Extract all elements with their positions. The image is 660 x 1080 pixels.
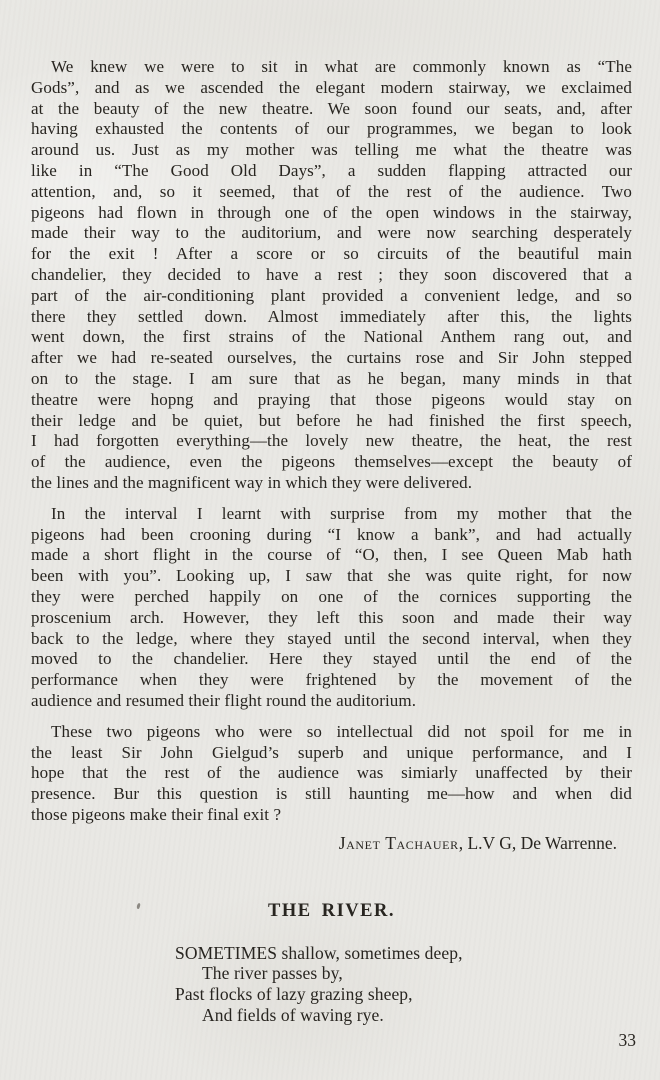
text-line: their ledge and be quiet, but before he had finished the first speech, xyxy=(31,410,632,430)
text-line: We knew we were to sit in what are commonly known as “The xyxy=(51,57,632,76)
text-line: chandelier, they decided to have a rest ; they soon discovered that a xyxy=(31,264,632,284)
text-line: back to the ledge, where they stayed until the second interval, when they xyxy=(31,628,632,648)
text-line: theatre were hopng and praying that those pigeons would stay on xyxy=(31,389,632,409)
text-line: pigeons had been crooning during “I know a bank”, and had actually xyxy=(31,524,632,544)
text-line: hope that the rest of the audience was simiarly unaffected by their xyxy=(31,763,632,783)
text-line: proscenium arch. However, they left this soon and made their way xyxy=(31,607,632,627)
text-line: went down, the first strains of the National Anthem rang out, and xyxy=(31,327,632,347)
poem-line: And fields of waving rye. xyxy=(202,1005,384,1026)
poem-title: THE RIVER. xyxy=(268,900,395,921)
poem-line: The river passes by, xyxy=(202,963,343,984)
paragraph xyxy=(31,722,632,826)
text-line: part of the air-conditioning plant provided a convenient ledge, and so xyxy=(31,285,632,305)
text-line: for the exit ! After a score or so circuits of the beautiful main xyxy=(31,244,632,264)
text-line: moved to the chandelier. Here they stayed until the end of the xyxy=(31,649,632,669)
text-line: made their way to the auditorium, and were now searching desperately xyxy=(31,223,632,243)
text-line: pigeons had flown in through one of the open windows in the stairway, xyxy=(31,202,632,222)
poem-lines xyxy=(31,943,633,1026)
text-line: having exhausted the contents of our programmes, we began to look xyxy=(31,119,632,139)
text-line: made a short flight in the course of “O, then, I see Queen Mab hath xyxy=(31,545,632,565)
poem-line: SOMETIMES shallow, sometimes deep, xyxy=(175,942,463,963)
text-line: the lines and the magnificent way in which they were delivered. xyxy=(31,472,473,492)
text-line: In the interval I learnt with surprise from my mother that the xyxy=(51,503,632,523)
text-line: the least Sir John Gielgud’s superb and unique performance, and I xyxy=(31,742,632,762)
paragraph xyxy=(31,504,632,712)
poem-line: Past flocks of lazy grazing sheep, xyxy=(175,984,413,1005)
text-line: attention, and, so it seemed, that of the rest of the audience. Two xyxy=(31,181,632,201)
text-line: around us. Just as my mother was telling me what the theatre was xyxy=(31,140,632,160)
article-paragraphs xyxy=(31,57,632,826)
text-line: they were perched happily on one of the cornices supporting the xyxy=(31,586,632,606)
text-line: Gods”, and as we ascended the elegant modern stairway, we exclaimed xyxy=(31,77,632,97)
text-line: on to the stage. I am sure that as he began, many minds in that xyxy=(31,368,632,388)
text-line: of the audience, even the pigeons themselves—except the beauty of xyxy=(31,452,632,472)
text-line: after we had re-seated ourselves, the curtains rose and Sir John stepped xyxy=(31,348,632,368)
text-line: been with you”. Looking up, I saw that she was quite right, for now xyxy=(31,566,632,586)
text-line: performance when they were frightened by the movement of the xyxy=(31,670,632,690)
text-line: like in “The Good Old Days”, a sudden flapping attracted our xyxy=(31,160,632,180)
attribution-line xyxy=(31,833,632,854)
attribution-rest: , L.V G, De Warrenne. xyxy=(458,832,617,853)
text-line: at the beauty of the new theatre. We soon found our seats, and, after xyxy=(31,98,632,118)
text-line: there they settled down. Almost immediately after this, the lights xyxy=(31,306,632,326)
text-line: audience and resumed their flight round the auditorium. xyxy=(31,690,417,710)
paragraph xyxy=(31,57,632,494)
text-line: presence. Bur this question is still haunting me—how and when did xyxy=(31,784,632,804)
text-line: I had forgotten everything—the lovely new theatre, the heat, the rest xyxy=(31,431,632,451)
text-line: These two pigeons who were so intellectual did not spoil for me in xyxy=(51,721,632,741)
page-number: 33 xyxy=(618,1030,636,1050)
attribution-name: Janet Tachauer xyxy=(338,832,459,853)
text-line: those pigeons make their final exit ? xyxy=(31,804,282,824)
